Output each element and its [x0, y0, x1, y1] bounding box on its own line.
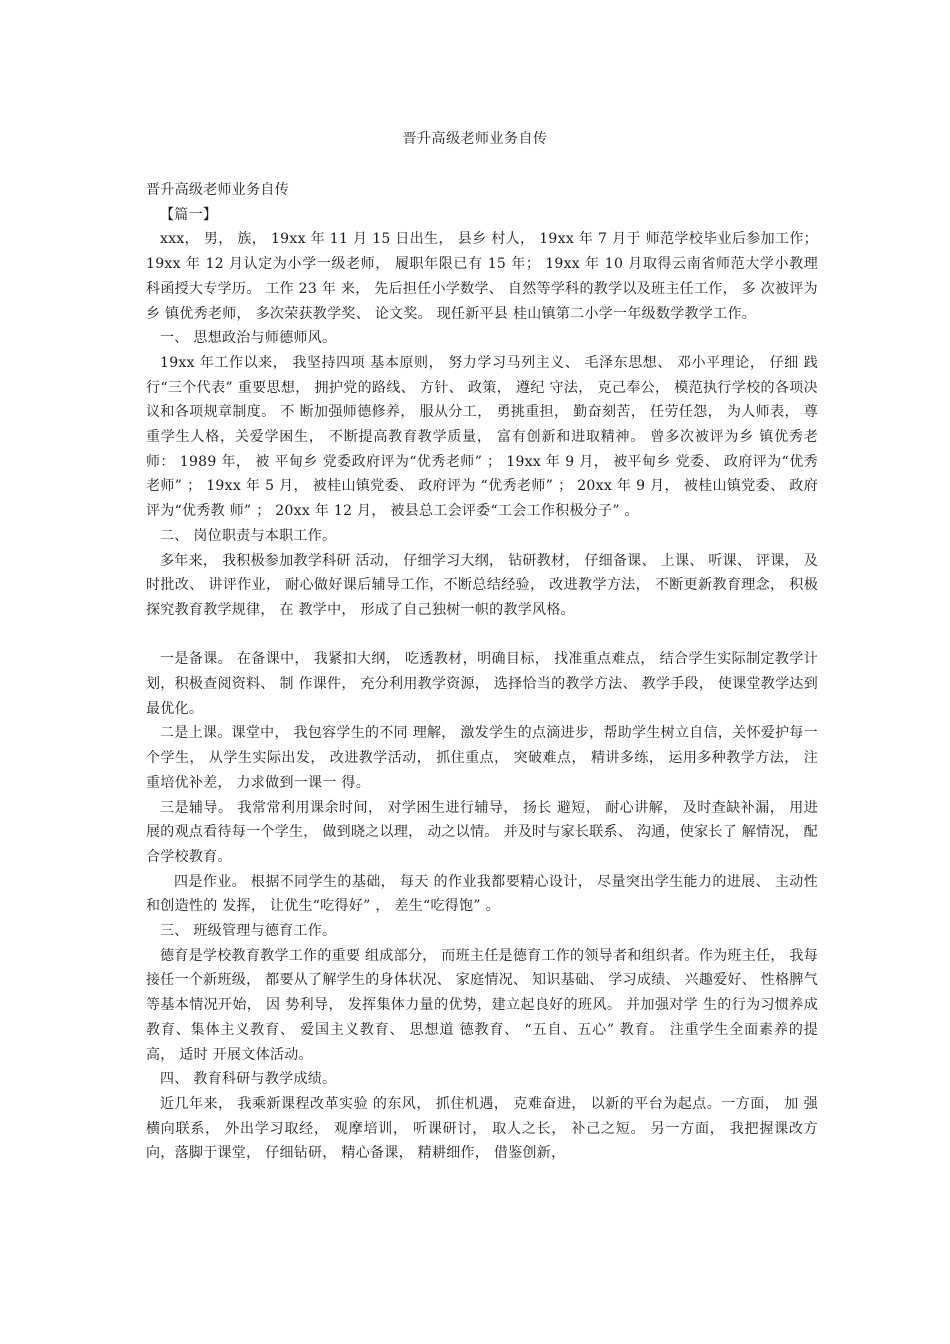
heading-3: 三、 班级管理与德育工作。 [160, 923, 337, 940]
page-title: 晋升高级老师业务自传 [402, 131, 548, 147]
blank-line [146, 623, 818, 648]
heading-4: 四、 教育科研与教学成绩。 [160, 1071, 337, 1088]
paragraph-moral: 德育是学校教育教学工作的重要 组成部分， 而班主任是德育工作的领导者和组织者。作为班主任， 我每接任一个新班级， 都要从了解学生的身体状况、 家庭情况、 知识基础、 学习成绩、 兴趣爱好、 性格脾气等基本情况开始， 因 势利导， 发挥集体力量的优势，建立起良好的班风。 并加强对学 生的行为习惯养成教育、集体主义教育、 爱国主义教育、 思想道 德教育、 “五自、五心” 教育。 注重学生全面素养的提高， 适时 开展文体活动。 [146, 947, 818, 1063]
paragraph-class: 二是上课。课堂中， 我包容学生的不同 理解， 激发学生的点滴进步，帮助学生树立自信，关怀爱护每一 个学生， 从学生实际出发， 改进教学活动， 抓住重点， 突破难点， 精讲多练， 运用多种教学方法， 注重培优补差， 力求做到一课一 得。 [146, 725, 818, 791]
heading-2: 二、 岗位职责与本职工作。 [160, 527, 337, 544]
paragraph-tutoring: 三是辅导。 我常常利用课余时间， 对学困生进行辅导， 扬长 避短， 耐心讲解， 及时查缺补漏， 用进展的观点看待每一个学生， 做到晓之以理， 动之以情。 并及时与家长联系、 沟通，使家长了 解情况， 配合学校教育。 [146, 799, 818, 865]
paragraph-intro: xxx， 男， 族， 19xx 年 11 月 15 日出生， 县乡 村人， 19xx 年 7 月于 师范学校毕业后参加工作；19xx 年 12 月认定为小学一级老师， 履职年限已有 15 年； 19xx 年 10 月取得云南省师范大学小教理科函授大专学历。 工作 23 年 来， 先后担任小学数学、 自然等学科的教学以及班主任工作， 多 次被评为乡 镇优秀老师， 多次荣获教学奖、 论文奖。 现任新平县 桂山镇第二小学一年级数学教学工作。 [146, 231, 818, 322]
paragraph-research: 近几年来， 我乘新课程改革实验 的东风， 抓住机遇， 克难奋进， 以新的平台为起点。一方面， 加 强横向联系， 外出学习取经， 观摩培训， 听课研讨， 取人之长， 补己之短。 另一方面， 我把握课改方向，落脚于课堂， 仔细钻研， 精心备课， 精耕细作， 借鉴创新， [146, 1096, 818, 1162]
paragraph-prep: 一是备课。 在备课中， 我紧扣大纲， 吃透教材，明确目标， 找准重点难点， 结合学生实际制定教学计划，积极查阅资料、 制 作课件， 充分利用教学资源， 选择恰当的教学方法、 教学手段， 使课堂教学达到最优化。 [146, 651, 818, 717]
section-tag: 【篇一】 [160, 206, 218, 223]
doc-subtitle: 晋升高级老师业务自传 [146, 182, 289, 198]
heading-1: 一、 思想政治与师德师风。 [160, 330, 337, 347]
paragraph-politics: 19xx 年工作以来， 我坚持四项 基本原则， 努力学习马列主义、 毛泽东思想、 邓小平理论， 仔细 践行“三个代表” 重要思想， 拥护党的路线、 方针、 政策， 遵纪 守法， 克己奉公， 模范执行学校的各项决议和各项规章制度。 不 断加强师德修养， 服从分工， 勇挑重担， 勤奋刻苦， 任劳任怨， 为人师表， 尊重学生人格，关爱学困生， 不断提高教育教学质量， 富有创新和进取精神。 曾多次被评为乡 镇优秀老师： 1989 年， 被 平甸乡 党委政府评为“优秀老师” ； 19xx 年 9 月， 被平甸乡 党委、 政府评为“优秀老师” ； 19xx 年 5 月， 被桂山镇党委、 政府评为 “优秀老师” ； 20xx 年 9 月， 被桂山镇党委、 政府评为“优秀教 师” ； 20xx 年 12 月， 被县总工会评委“工会工作积极分子” 。 [146, 354, 818, 520]
paragraph-duties: 多年来， 我积极参加教学科研 活动， 仔细学习大纲， 钻研教材， 仔细备课、 上课、 听课、 评课， 及时批改、 讲评作业， 耐心做好课后辅导工作，不断总结经验， 改进教学方法， 不断更新教育理念， 积极探究教育教学规律， 在 教学中， 形成了自己独树一帜的教学风格。 [146, 552, 818, 618]
document-body [146, 178, 818, 1166]
paragraph-homework: 四是作业。 根据不同学生的基础， 每天 的作业我都要精心设计， 尽量突出学生能力的进展、 主动性和创造性的 发挥， 让优生“吃得好” ， 差生“吃得饱” 。 [146, 873, 818, 915]
